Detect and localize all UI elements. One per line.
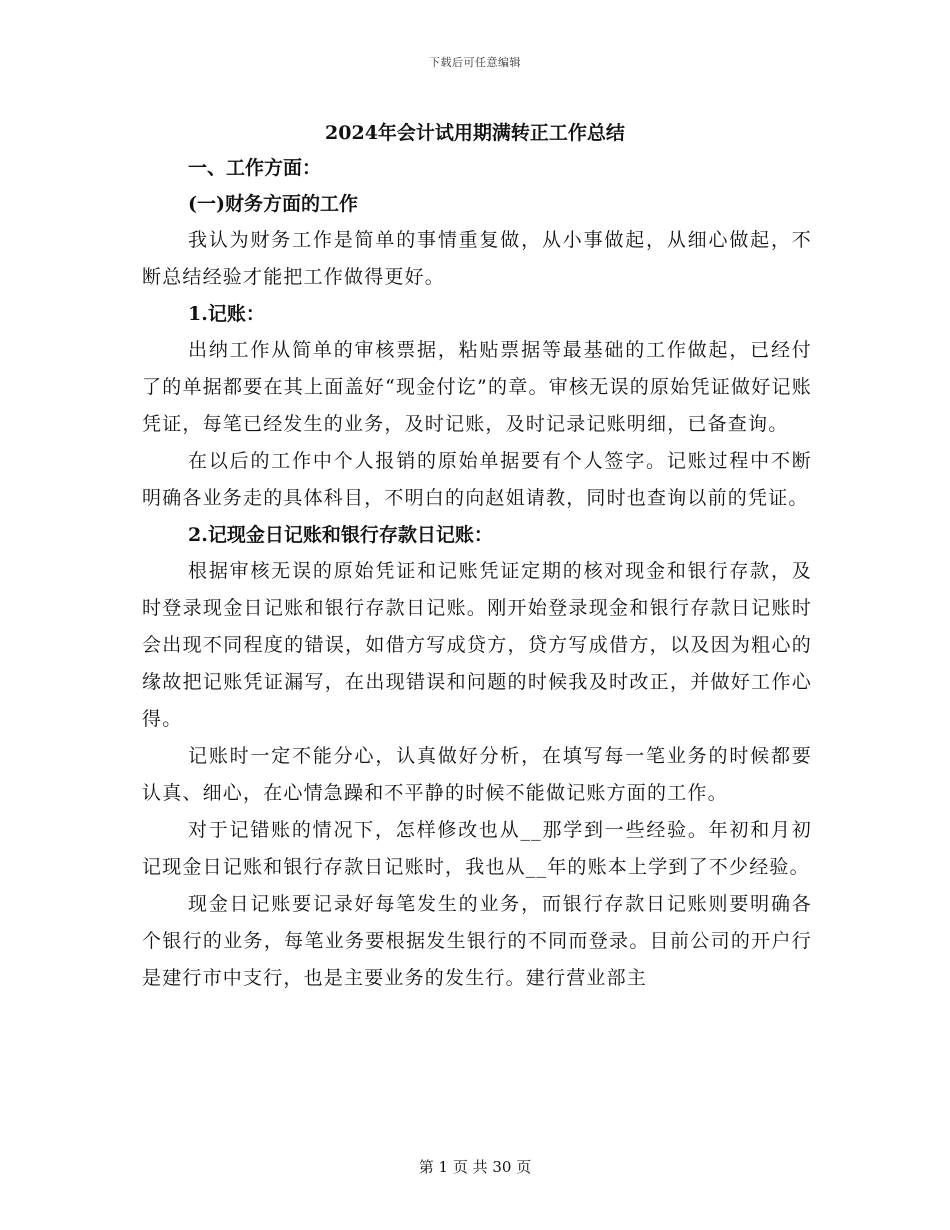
item-heading-bookkeeping: 1.记账： [188,303,265,325]
subsection-heading-finance: (一)财务方面的工作 [188,193,358,215]
paragraph-journals-1: 根据审核无误的原始凭证和记账凭证定期的核对现金和银行存款，及时登录现金日记账和银行存款日记账。刚开始登录现金和银行存款日记账时会出现不同程度的错误，如借方写成贷方，贷方写成借方，以及因为粗心的缘故把记账凭证漏写，在出现错误和问题的时候我及时改正，并做好工作心得。 [142,560,812,730]
paragraph-intro: 我认为财务工作是简单的事情重复做，从小事做起，从细心做起，不断总结经验才能把工作做得更好。 [142,229,812,288]
header-note: 下载后可任意编辑 [429,56,521,69]
page-footer: 第 1 页 共 30 页 [418,1158,532,1176]
document-body [142,150,812,997]
paragraph-bookkeeping-1: 出纳工作从简单的审核票据，粘贴票据等最基础的工作做起，已经付了的单据都要在其上面盖好“现金付讫”的章。审核无误的原始凭证做好记账凭证，每笔已经发生的业务，及时记账，及时记录记账明细，已备查询。 [142,339,812,435]
document-title: 2024年会计试用期满转正工作总结 [325,122,625,144]
paragraph-journals-2: 记账时一定不能分心，认真做好分析，在填写每一笔业务的时候都要认真、细心，在心情急躁和不平静的时候不能做记账方面的工作。 [142,745,812,804]
paragraph-journals-3: 对于记错账的情况下，怎样修改也从__那学到一些经验。年初和月初记现金日记账和银行存款日记账时，我也从__年的账本上学到了不少经验。 [142,819,812,878]
paragraph-bookkeeping-2: 在以后的工作中个人报销的原始单据要有个人签字。记账过程中不断明确各业务走的具体科目，不明白的向赵姐请教，同时也查询以前的凭证。 [142,450,812,509]
paragraph-journals-4: 现金日记账要记录好每笔发生的业务，而银行存款日记账则要明确各个银行的业务，每笔业务要根据发生银行的不同而登录。目前公司的开户行是建行市中支行，也是主要业务的发生行。建行营业部主 [142,893,812,989]
item-heading-journals: 2.记现金日记账和银行存款日记账： [188,524,493,546]
section-heading-work: 一、工作方面： [188,157,322,179]
